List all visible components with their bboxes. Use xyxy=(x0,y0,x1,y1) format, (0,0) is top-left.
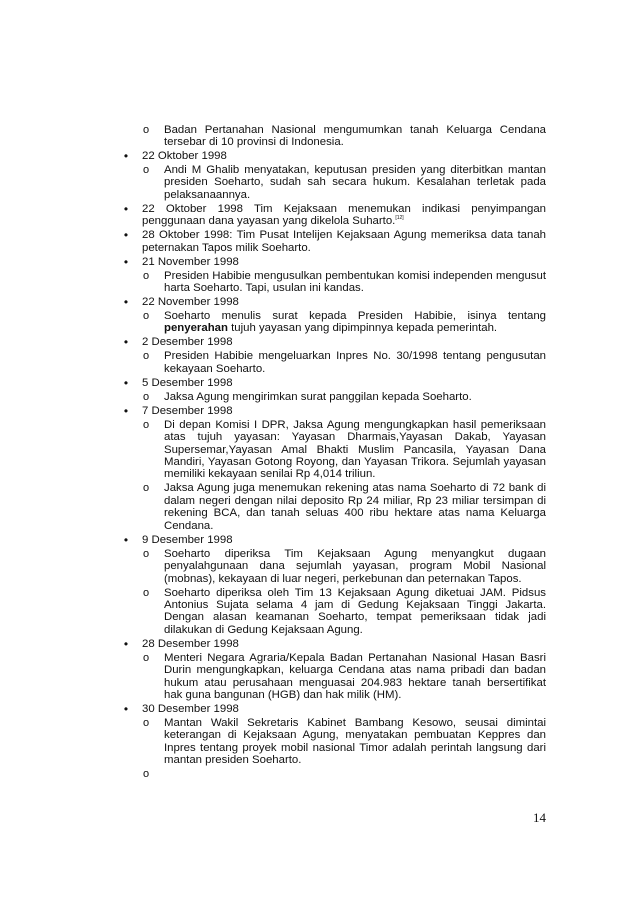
date-bullet-item xyxy=(122,405,546,417)
date-bullet-item xyxy=(122,150,546,162)
item-text-body: Presiden Habibie mengusulkan pembentukan komisi independen mengusut harta Soeharto. Tapi, usulan ini kandas. xyxy=(164,269,546,295)
bullet-icon: • xyxy=(123,228,129,243)
item-text xyxy=(164,350,546,375)
bullet-icon: • xyxy=(123,149,129,163)
item-text-body: 30 Desember 1998 xyxy=(142,702,239,715)
circle-bullet-icon: o xyxy=(142,716,150,729)
item-text xyxy=(142,638,546,650)
item-text-body: Soeharto diperiksa oleh Tim 13 Kejaksaan Agung diketuai JAM. Pidsus Antonius Sujata selama 4 jam di Gedung Kejaksaan Tinggi Jakarta. Dengan alasan keamanan Soeharto, tempat pemeriksaan tidak jadi dilakukan di Gedung Kejaksaan Agung. xyxy=(164,586,546,636)
item-text-body: 7 Desember 1998 xyxy=(142,404,233,417)
item-text xyxy=(142,377,546,389)
event-sub-item xyxy=(122,548,546,585)
item-text xyxy=(142,256,546,268)
item-text-body: 22 Oktober 1998 Tim Kejaksaan menemukan indikasi penyimpangan penggunaan dana yayasan yang dikelola Suharto. xyxy=(142,202,546,228)
item-text xyxy=(142,229,546,254)
item-text xyxy=(164,270,546,295)
bullet-icon: • xyxy=(123,403,129,418)
event-sub-item xyxy=(122,270,546,295)
circle-bullet-icon: o xyxy=(142,350,150,363)
date-bullet-item xyxy=(122,534,546,546)
circle-bullet-icon: o xyxy=(142,651,150,664)
item-text-body: 28 Desember 1998 xyxy=(142,637,239,650)
item-text xyxy=(164,548,546,585)
item-text-before: Soeharto menulis surat kepada Presiden Habibie, isinya tentang xyxy=(164,310,546,323)
date-bullet-item xyxy=(122,377,546,389)
bullet-icon: • xyxy=(123,201,129,216)
circle-bullet-icon: o xyxy=(142,123,150,136)
bullet-icon: • xyxy=(123,636,129,651)
bullet-icon: • xyxy=(123,335,129,350)
item-text-body: Jaksa Agung mengirimkan surat panggilan kepada Soeharto. xyxy=(164,390,472,403)
item-text xyxy=(142,703,546,715)
circle-bullet-icon: o xyxy=(142,768,150,781)
item-text-body: 5 Desember 1998 xyxy=(142,376,233,389)
event-sub-item xyxy=(122,164,546,201)
event-sub-item xyxy=(122,587,546,637)
item-text xyxy=(142,296,546,308)
item-text xyxy=(142,405,546,417)
date-bullet-item xyxy=(122,336,546,348)
date-bullet-item xyxy=(122,256,546,268)
circle-bullet-icon: o xyxy=(142,164,150,176)
item-text xyxy=(164,391,546,403)
item-text-body: Presiden Habibie mengeluarkan Inpres No. 30/1998 tentang pengusutan kekayaan Soeharto. xyxy=(164,350,546,375)
item-text-body: 28 Oktober 1998: Tim Pusat Intelijen Kejaksaan Agung memeriksa data tanah peternakan Tapos milik Soeharto. xyxy=(142,229,546,254)
item-text xyxy=(164,124,546,149)
circle-bullet-icon: o xyxy=(142,390,150,403)
item-text-body: Andi M Ghalib menyatakan, keputusan presiden yang diterbitkan mantan presiden Soeharto, sudah sah secara hukum. Kesalahan terletak pada pelaksanaannya. xyxy=(164,164,546,201)
item-text-body: 21 November 1998 xyxy=(142,255,239,268)
date-bullet-item xyxy=(122,638,546,650)
bullet-icon: • xyxy=(123,532,129,547)
item-text-body: Menteri Negara Agraria/Kepala Badan Pertanahan Nasional Hasan Basri Durin mengungkapkan, keluarga Cendana atas nama pribadi dan badan hukum atau perusahaan menguasai 204.983 hektare tanah bersertifikat hak guna bangunan (HGB) dan hak milik (HM). xyxy=(164,651,546,701)
event-sub-item xyxy=(122,482,546,532)
item-text xyxy=(164,482,546,532)
event-sub-item xyxy=(122,768,546,780)
bullet-icon: • xyxy=(123,375,129,390)
event-sub-item xyxy=(122,350,546,375)
item-text-body: 2 Desember 1998 xyxy=(142,336,233,349)
item-text-body: Jaksa Agung juga menemukan rekening atas nama Soeharto di 72 bank di dalam negeri dengan nilai deposito Rp 24 miliar, Rp 23 miliar tersimpan di rekening BCA, dan tanah seluas 400 ribu hektare atas nama Keluarga Cendana. xyxy=(164,482,546,532)
item-text xyxy=(164,419,546,481)
date-bullet-item xyxy=(122,203,546,228)
item-text-body: 9 Desember 1998 xyxy=(142,533,233,546)
item-text-body: Di depan Komisi I DPR, Jaksa Agung mengungkapkan hasil pemeriksaan atas tujuh yayasan: Yayasan Dharmais,Yayasan Dakab, Yayasan Supersemar,Yayasan Amal Bhakti Muslim Pancasila, Yayasan Dana Mandiri, Yayasan Gotong Royong, dan Yayasan Trikora. Sejumlah yayasan memiliki kekayaan senilai Rp 4,014 triliun. xyxy=(164,418,546,481)
event-sub-item xyxy=(122,124,546,149)
item-text xyxy=(142,203,546,228)
event-sub-item xyxy=(122,419,546,481)
item-text xyxy=(164,652,546,702)
date-bullet-item xyxy=(122,296,546,308)
item-text-body: Soeharto diperiksa Tim Kejaksaan Agung menyangkut dugaan penyalahgunaan dana sejumlah yayasan, program Mobil Nasional (mobnas), kekayaan di luar negeri, perkebunan dan peternakan Tapos. xyxy=(164,547,546,585)
item-text-body: Badan Pertanahan Nasional mengumumkan tanah Keluarga Cendana tersebar di 10 provinsi di Indonesia. xyxy=(164,123,546,148)
item-text-body: 22 November 1998 xyxy=(142,296,239,309)
event-sub-item xyxy=(122,310,546,335)
circle-bullet-icon: o xyxy=(142,418,150,431)
citation-reference: [12] xyxy=(395,215,404,222)
timeline-list xyxy=(122,122,546,781)
bullet-icon: • xyxy=(123,295,129,310)
item-text xyxy=(142,150,546,162)
circle-bullet-icon: o xyxy=(142,269,150,282)
date-bullet-item xyxy=(122,703,546,715)
item-text-after: tujuh yayasan yang dipimpinnya kepada pemerintah. xyxy=(227,322,498,335)
item-text xyxy=(164,164,546,201)
item-text xyxy=(164,587,546,637)
item-text-body: 22 Oktober 1998 xyxy=(142,150,227,162)
event-sub-item xyxy=(122,652,546,702)
item-text xyxy=(164,768,546,780)
item-text-bold: penyerahan xyxy=(164,322,228,335)
item-text xyxy=(164,717,546,767)
circle-bullet-icon: o xyxy=(142,482,150,495)
item-text xyxy=(164,310,546,335)
item-text-body: Mantan Wakil Sekretaris Kabinet Bambang Kesowo, seusai dimintai keterangan di Kejaksaan Agung, menyatakan pembuatan Keppres dan Inpres tentang proyek mobil nasional Timor adalah perintah langsung dari mantan presiden Soeharto. xyxy=(164,716,546,767)
circle-bullet-icon: o xyxy=(142,547,150,560)
date-bullet-item xyxy=(122,229,546,254)
item-text xyxy=(142,534,546,546)
bullet-icon: • xyxy=(123,254,129,269)
event-sub-item xyxy=(122,717,546,767)
bullet-icon: • xyxy=(123,701,129,716)
page-number: 14 xyxy=(533,810,546,825)
event-sub-item xyxy=(122,391,546,403)
circle-bullet-icon: o xyxy=(142,310,150,323)
circle-bullet-icon: o xyxy=(142,586,150,599)
item-text xyxy=(142,336,546,348)
